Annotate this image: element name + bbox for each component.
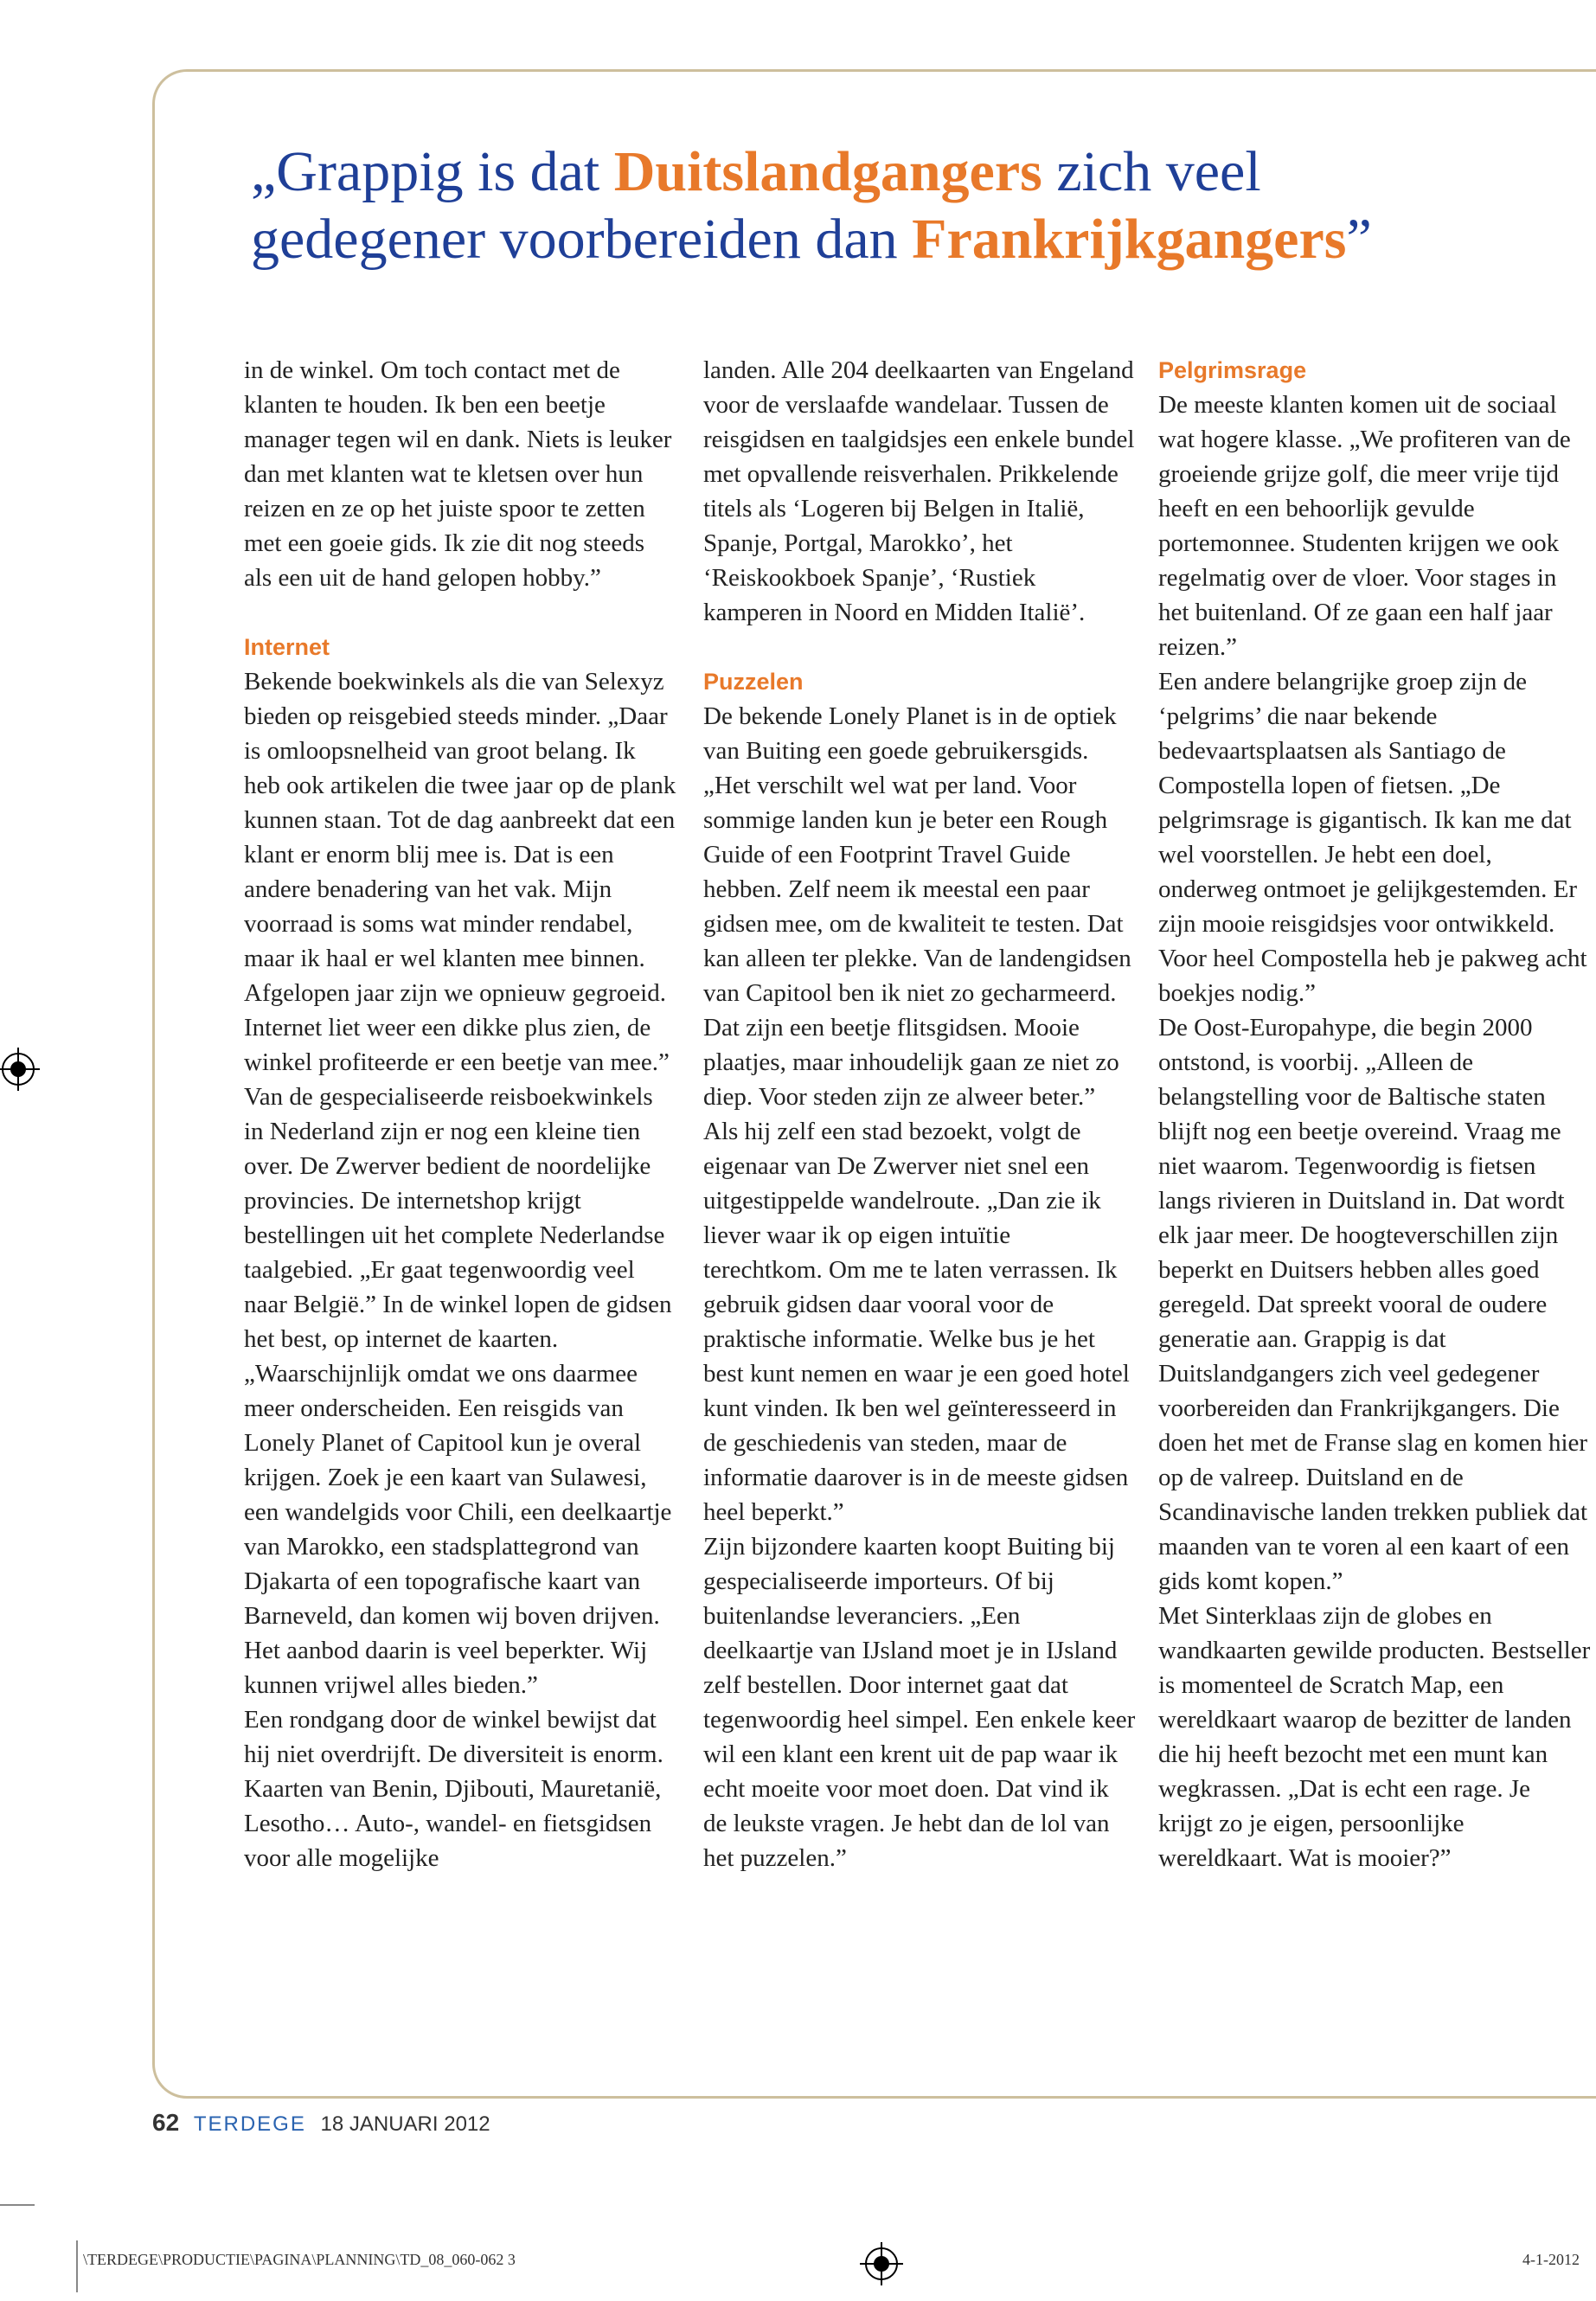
headline-highlight-1: Duitslandgangers	[613, 140, 1042, 203]
paragraph: Met Sinterklaas zijn de globes en wandkaarten gewilde producten. Bestseller is momenteel de Scratch Map, een wereldkaart waarop de bezitter de landen die hij heeft bezocht met een munt kan wegkrassen. „Dat is echt een rage. Je krijgt zo je eigen, persoonlijke wereldkaart. Wat is mooier?”	[1158, 1602, 1591, 1872]
paragraph: Als hij zelf een stad bezoekt, volgt de eigenaar van De Zwerver niet snel een uitgestippelde wandelroute. „Dan zie ik liever waar ik op eigen intuïtie terechtkom. Om me te laten verrassen. Ik gebruik gidsen daar vooral voor de praktische informatie. Welke bus je het best kunt nemen en waar je een goed hotel kunt vinden. Ik ben wel geïnteresseerd in de geschiedenis van steden, maar de informatie daarover is in de meeste gidsen heel beperkt.”	[703, 1118, 1130, 1526]
registration-mark-icon	[2, 1053, 35, 1086]
paragraph: Van de gespecialiseerde reisboekwinkels in Nederland zijn er nog een kleine tien over. De Zwerver bedient de noordelijke provincies. De internetshop krijgt bestellingen uit het complete Nederlandse taalgebied. „Er gaat tegenwoordig veel naar België.” In de winkel lopen de gidsen het best, op internet de kaarten. „Waarschijnlijk omdat we ons daarmee meer onderscheiden. Een reisgids van Lonely Planet of Capitool kun je overal krijgen. Zoek je een kaart van Sulawesi, een wandelgids voor Chili, een deelkaartje van Marokko, een stadsplattegrond van Djakarta of een topografische kaart van Barneveld, dan komen wij boven drijven. Het aanbod daarin is veel beperkter. Wij kunnen vrijwel alles bieden.”	[244, 1083, 672, 1699]
article-column-3	[1158, 353, 1591, 1875]
subheading-internet: Internet	[244, 634, 330, 660]
article-column-1	[244, 353, 676, 1875]
page-footer	[152, 2109, 490, 2137]
paragraph: Een andere belangrijke groep zijn de ‘pelgrims’ die naar bekende bedevaartsplaatsen als Santiago de Compostella lopen of fietsen. „De pelgrimsrage is gigantisch. Ik kan me dat wel voorstellen. Je hebt een doel, onderweg ontmoet je gelijkgestemden. Er zijn mooie reisgidsjes voor ontwikkeld. Voor heel Compostella heb je pakweg acht boekjes nodig.”	[1158, 668, 1587, 1007]
production-slug-date: 4-1-2012	[1522, 2251, 1580, 2268]
trim-mark	[0, 2204, 35, 2206]
paragraph: De meeste klanten komen uit de sociaal wat hogere klasse. „We profiteren van de groeiende grijze golf, die meer vrije tijd heeft en een behoorlijk gevulde portemonnee. Studenten krijgen we ook regelmatig over de vloer. Voor stages in het buitenland. Of ze gaan een half jaar reizen.”	[1158, 391, 1571, 661]
issue-date: 18 JANUARI 2012	[320, 2112, 490, 2136]
page-number: 62	[152, 2109, 180, 2136]
subheading-puzzelen: Puzzelen	[703, 669, 804, 695]
paragraph: Bekende boekwinkels als die van Selexyz bieden op reisgebied steeds minder. „Daar is omloopsnelheid van groot belang. Ik heb ook artikelen die twee jaar op de plank kunnen staan. Tot de dag aanbreekt dat een klant er enorm blij mee is. Dat is een andere benadering van het vak. Mijn voorraad is soms wat minder rendabel, maar ik haal er wel klanten mee binnen. Afgelopen jaar zijn we opnieuw gegroeid. Internet liet weer een dikke plus zien, de winkel profiteerde er een beetje van mee.”	[244, 668, 676, 1076]
headline-close: ”	[1346, 208, 1372, 271]
pull-quote-headline	[251, 138, 1505, 273]
headline-open: „Grappig is dat	[251, 140, 614, 203]
magazine-name: TERDEGE	[193, 2112, 306, 2136]
headline-highlight-2: Frankrijkgangers	[912, 208, 1347, 271]
paragraph: De bekende Lonely Planet is in de optiek van Buiting een goede gebruikersgids. „Het verschilt wel wat per land. Voor sommige landen kun je beter een Rough Guide of een Footprint Travel Guide hebben. Zelf neem ik meestal een paar gidsen mee, om de kwaliteit te testen. Dat kan alleen ter plekke. Van de landengidsen van Capitool ben ik niet zo gecharmeerd. Dat zijn een beetje flitsgidsen. Mooie plaatjes, maar inhoudelijk gaan ze niet zo diep. Voor steden zijn ze alweer beter.”	[703, 702, 1131, 1111]
subheading-pelgrimsrage: Pelgrimsrage	[1158, 357, 1307, 383]
paragraph: landen. Alle 204 deelkaarten van Engeland voor de verslaafde wandelaar. Tussen de reisgidsen en taalgidsjes een enkele bundel met opvallende reisverhalen. Prikkelende titels als ‘Logeren bij Belgen in Italië, Spanje, Portgal, Marokko’, het ‘Reiskookboek Spanje’, ‘Rustiek kamperen in Noord en Midden Italië’.	[703, 356, 1135, 626]
paragraph: De Oost-Europahype, die begin 2000 ontstond, is voorbij. „Alleen de belangstelling voor de Baltische staten blijft nog een beetje overeind. Vraag me niet waarom. Tegenwoordig is fietsen langs rivieren in Duitsland in. Dat wordt elk jaar meer. De hoogteverschillen zijn beperkt en Duitsers hebben alles goed geregeld. Dat spreekt vooral de oudere generatie aan. Grappig is dat Duitslandgangers zich veel gedegener voorbereiden dan Frankrijkgangers. Die doen het met de Franse slag en komen hier op de valreep. Duitsland en de Scandinavische landen trekken publiek dat maanden van te voren al een kaart of een gids komt kopen.”	[1158, 1014, 1588, 1595]
registration-mark-icon	[865, 2247, 898, 2280]
paragraph: in de winkel. Om toch contact met de klanten te houden. Ik ben een beetje manager tegen wil en dank. Niets is leuker dan met klanten wat te kletsen over hun reizen en ze op het juiste spoor te zetten met een goeie gids. Ik zie dit nog steeds als een uit de hand gelopen hobby.”	[244, 356, 672, 592]
trim-mark	[76, 2240, 78, 2292]
headline-mid: zich veel gedegener voorbereiden dan	[251, 140, 1261, 271]
paragraph: Een rondgang door de winkel bewijst dat hij niet overdrijft. De diversiteit is enorm. Kaarten van Benin, Djibouti, Mauretanië, Lesotho… Auto-, wandel- en fietsgidsen voor alle mogelijke	[244, 1706, 663, 1872]
article-column-2	[703, 353, 1136, 1875]
production-slug-path: \TERDEGE\PRODUCTIE\PAGINA\PLANNING\TD_08_060-062 3	[83, 2251, 516, 2268]
paragraph: Zijn bijzondere kaarten koopt Buiting bij gespecialiseerde importeurs. Of bij buitenlandse leveranciers. „Een deelkaartje van IJsland moet je in IJsland zelf bestellen. Door internet gaat dat tegenwoordig heel simpel. Een enkele keer wil een klant een krent uit de pap waar ik echt moeite voor moet doen. Dat vind ik de leukste vragen. Je hebt dan de lol van het puzzelen.”	[703, 1533, 1136, 1872]
